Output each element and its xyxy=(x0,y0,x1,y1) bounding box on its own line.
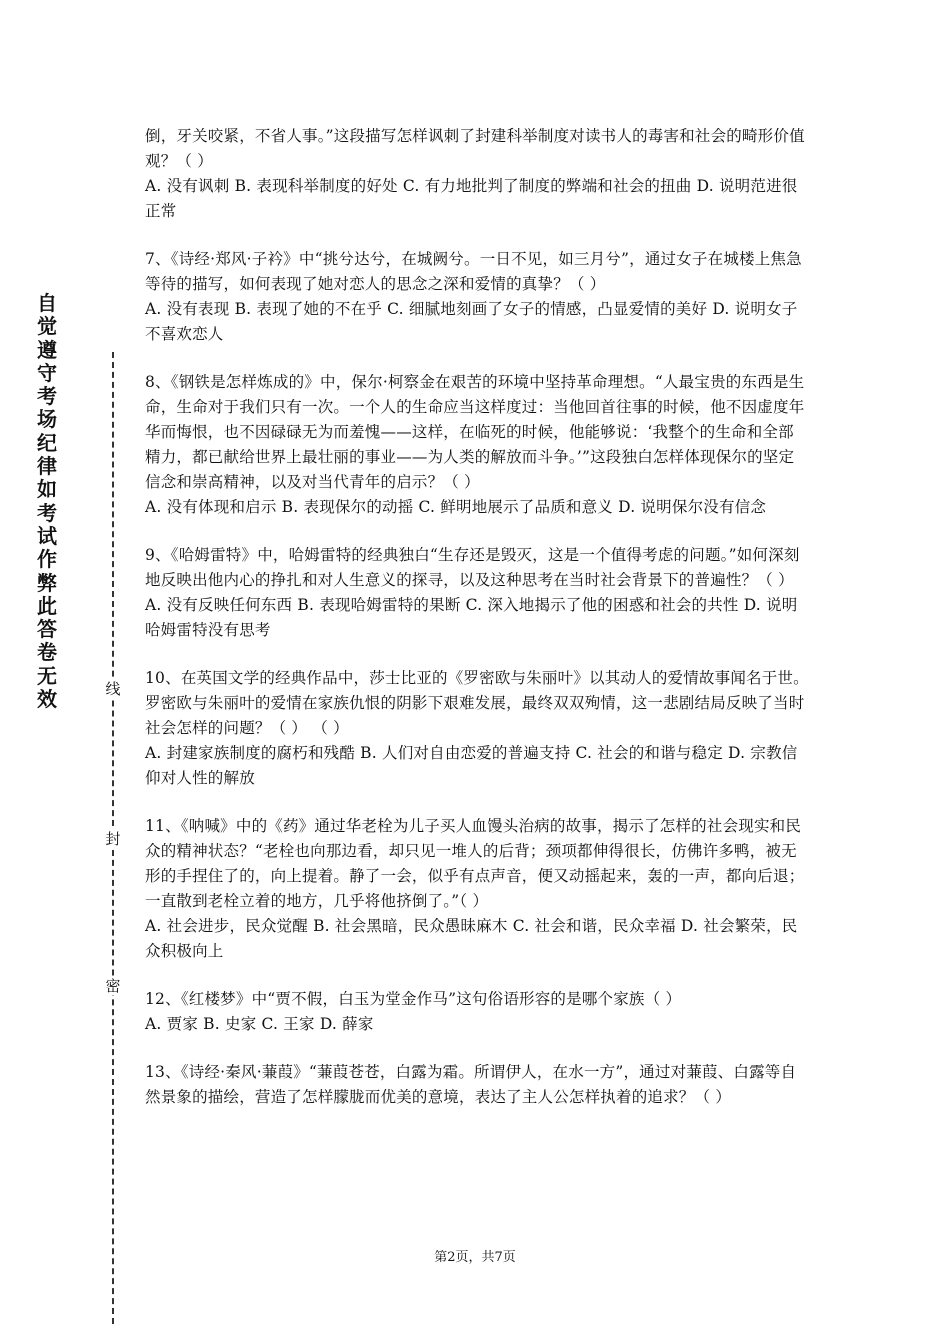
question-options: A. 贾家 B. 史家 C. 王家 D. 薛家 xyxy=(145,1015,374,1033)
question-stem: 9、《哈姆雷特》中，哈姆雷特的经典独白“生存还是毁灭，这是一个值得考虑的问题。”如何深刻地反映出他内心的挣扎和对人生意义的探寻，以及这种思考在当时社会背景下的普遍性？（ ） xyxy=(145,546,800,589)
binding-mark-feng: 封 xyxy=(105,830,121,848)
page-number: 第2页，共7页 xyxy=(434,1250,516,1265)
question-10 xyxy=(145,666,809,791)
question-12 xyxy=(145,987,809,1037)
question-options: A. 没有体现和启示 B. 表现保尔的动摇 C. 鲜明地展示了品质和意义 D. 说明保尔没有信念 xyxy=(145,498,767,516)
question-options: A. 封建家族制度的腐朽和残酷 B. 人们对自由恋爱的普遍支持 C. 社会的和谐与稳定 D. 宗教信仰对人性的解放 xyxy=(145,744,798,787)
question-stem: 8、《钢铁是怎样炼成的》中，保尔·柯察金在艰苦的环境中坚持革命理想。“人最宝贵的东西是生命，生命对于我们只有一次。一个人的生命应当这样度过：当他回首往事的时候，他不因虚度年华而悔恨，也不因碌碌无为而羞愧——这样，在临死的时候，他能够说：‘我整个的生命和全部精力，都已献给世界上最壮丽的事业——为人类的解放而斗争。’”这段独白怎样体现保尔的坚定信念和崇高精神，以及对当代青年的启示？（ ） xyxy=(145,373,805,491)
question-options: A. 没有表现 B. 表现了她的不在乎 C. 细腻地刻画了女子的情感，凸显爱情的美好 D. 说明女子不喜欢恋人 xyxy=(145,300,798,343)
question-stem: 13、《诗经·秦风·蒹葭》“蒹葭苍苍，白露为霜。所谓伊人，在水一方”，通过对蒹葭、白露等自然景象的描绘，营造了怎样朦胧而优美的意境，表达了主人公怎样执着的追求？（ ） xyxy=(145,1063,797,1106)
question-7 xyxy=(145,247,809,347)
question-9 xyxy=(145,543,809,643)
exam-discipline-warning: 自觉遵守考场纪律如考试作弊此答卷无效 xyxy=(37,291,57,712)
question-6-continued xyxy=(145,124,809,224)
question-stem: 7、《诗经·郑风·子衿》中“挑兮达兮，在城阙兮。一日不见，如三月兮”，通过女子在城楼上焦急等待的描写，如何表现了她对恋人的思念之深和爱情的真挚？（ ） xyxy=(145,250,802,293)
question-list xyxy=(145,124,809,1133)
question-stem: 倒，牙关咬紧，不省人事。”这段描写怎样讽刺了封建科举制度对读书人的毒害和社会的畸形价值观？（ ） xyxy=(145,127,805,170)
binding-mark-mi: 密 xyxy=(105,977,121,995)
question-stem: 11、《呐喊》中的《药》通过华老栓为儿子买人血馒头治病的故事，揭示了怎样的社会现实和民众的精神状态？“老栓也向那边看，却只见一堆人的后背；颈项都伸得很长，仿佛许多鸭，被无形的手捏住了的，向上提着。静了一会，似乎有点声音，便又动摇起来，轰的一声，都向后退；一直散到老栓立着的地方，几乎将他挤倒了。”（ ） xyxy=(145,817,805,910)
question-options: A. 没有反映任何东西 B. 表现哈姆雷特的果断 C. 深入地揭示了他的困惑和社会的共性 D. 说明哈姆雷特没有思考 xyxy=(145,596,798,639)
question-stem: 10、在英国文学的经典作品中，莎士比亚的《罗密欧与朱丽叶》以其动人的爱情故事闻名于世。罗密欧与朱丽叶的爱情在家族仇恨的阴影下艰难发展，最终双双殉情，这一悲剧结局反映了当时社会怎样的问题？（ ） （ ） xyxy=(145,669,809,737)
binding-mark-xian: 线 xyxy=(105,680,121,698)
question-11 xyxy=(145,814,809,964)
question-options: A. 没有讽刺 B. 表现科举制度的好处 C. 有力地批判了制度的弊端和社会的扭曲 D. 说明范进很正常 xyxy=(145,177,798,220)
question-8 xyxy=(145,370,809,520)
question-stem: 12、《红楼梦》中“贾不假，白玉为堂金作马”这句俗语形容的是哪个家族（ ） xyxy=(145,990,682,1008)
question-13 xyxy=(145,1060,809,1110)
question-options: A. 社会进步，民众觉醒 B. 社会黑暗，民众愚昧麻木 C. 社会和谐，民众幸福 D. 社会繁荣，民众积极向上 xyxy=(145,917,798,960)
